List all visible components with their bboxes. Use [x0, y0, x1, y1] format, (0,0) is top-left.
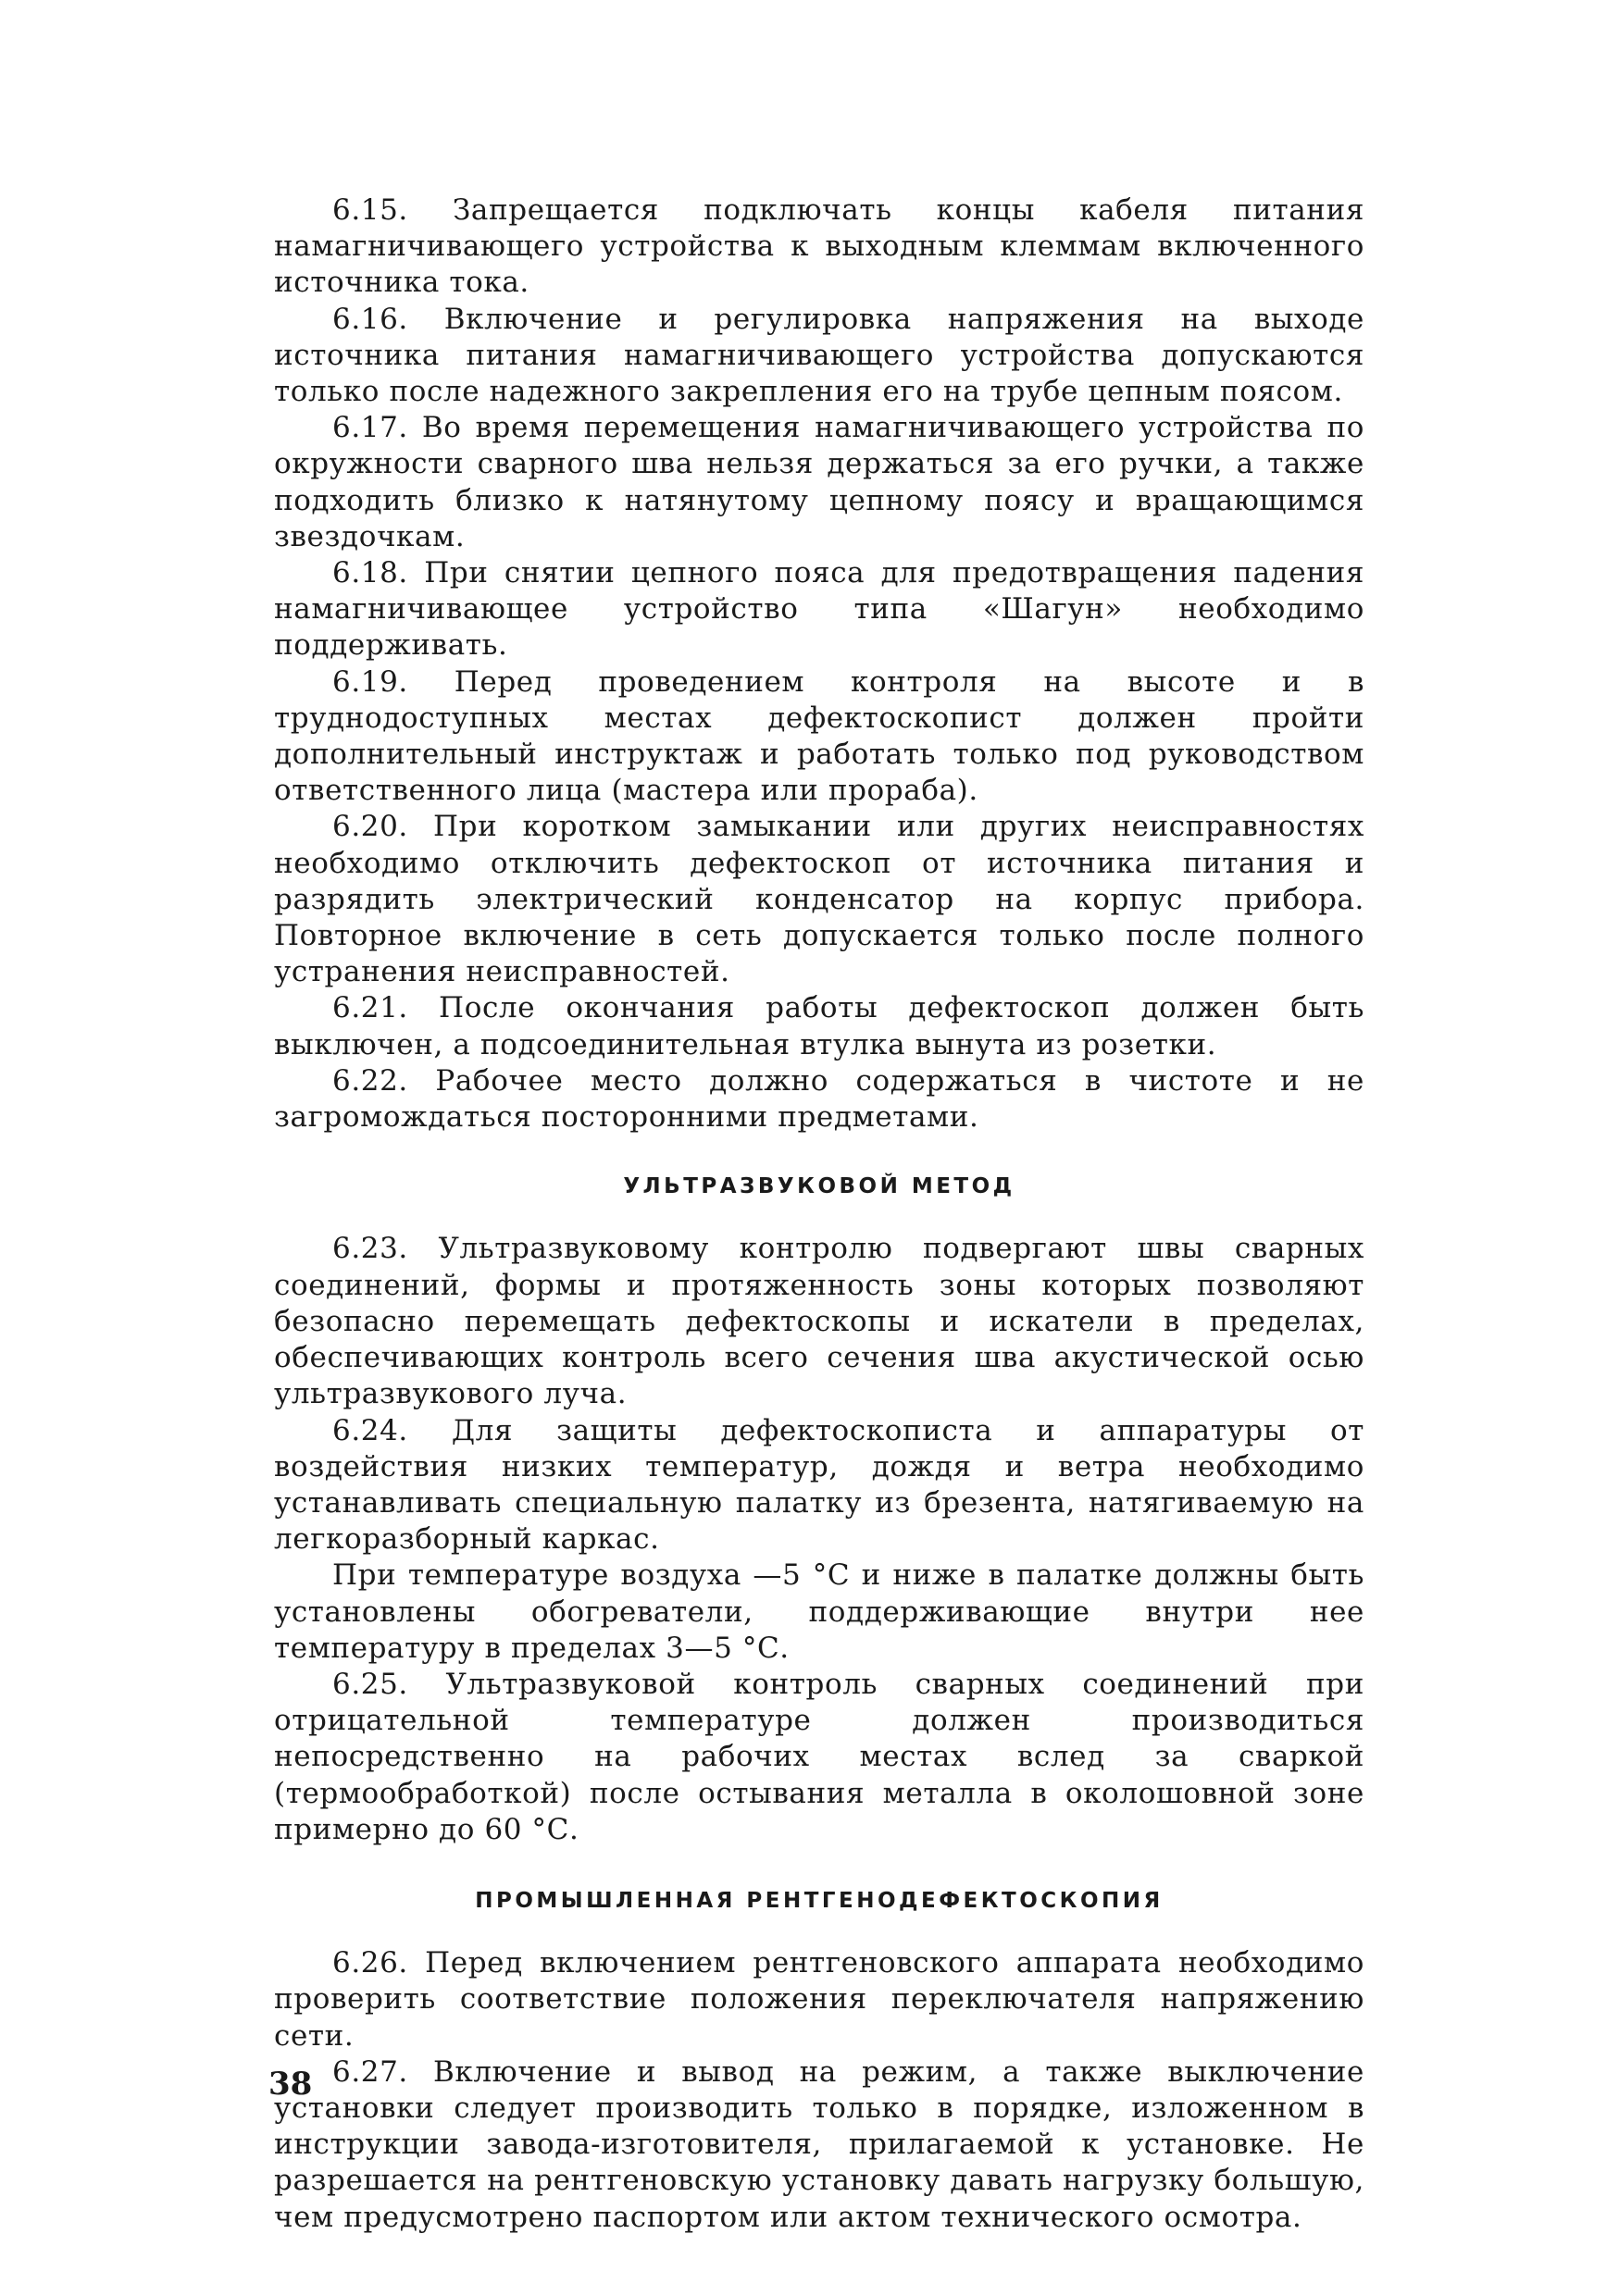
section-heading-xray: ПРОМЫШЛЕННАЯ РЕНТГЕНОДЕФЕКТОСКОПИЯ: [475, 1888, 1164, 1913]
paragraph-temperature-note: При температуре воздуха —5 °С и ниже в палатке должны быть установлены обогреватели, поддерживающие внутри нее температуру в пределах 3—5 °С.: [274, 1558, 1364, 1665]
section-heading-ultrasonic: УЛЬТРАЗВУКОВОЙ МЕТОД: [623, 1174, 1015, 1199]
paragraph-6-16: 6.16. Включение и регулировка напряжения на выходе источника питания намагничивающего устройства допускаются только после надежного закрепления его на трубе цепным поясом.: [274, 302, 1364, 409]
paragraph-6-27: 6.27. Включение и вывод на режим, а также выключение установки следует производить только в порядке, изложенном в инструкции завода-изготовителя, прилагаемой к установке. Не разрешается на рентгеновскую установку давать нагрузку большую, чем предусмотрено паспортом или актом технического осмотра.: [274, 2054, 1364, 2234]
paragraph-6-23: 6.23. Ультразвуковому контролю подвергают швы сварных соединений, формы и протяженность зоны которых позволяют безопасно перемещать дефектоскопы и искатели в пределах, обеспечивающих контроль всего сечения шва акустической осью ультразвукового луча.: [274, 1232, 1364, 1411]
page-body: [274, 192, 1364, 2236]
paragraph-6-17: 6.17. Во время перемещения намагничивающего устройства по окружности сварного шва нельзя держаться за его ручки, а также подходить близко к натянутому цепному поясу и вращающимся звездочкам.: [274, 411, 1364, 553]
paragraph-6-20: 6.20. При коротком замыкании или других неисправностях необходимо отключить дефектоскоп от источника питания и разрядить электрический конденсатор на корпус прибора. Повторное включение в сеть допускается только после полного устранения неисправностей.: [274, 810, 1364, 989]
paragraph-6-26: 6.26. Перед включением рентгеновского аппарата необходимо проверить соответствие положения переключателя напряжению сети.: [274, 1946, 1364, 2053]
page-number: 38: [268, 2066, 313, 2103]
paragraph-6-21: 6.21. После окончания работы дефектоскоп должен быть выключен, а подсоединительная втулка вынута из розетки.: [274, 991, 1364, 1061]
paragraph-6-19: 6.19. Перед проведением контроля на высоте и в труднодоступных местах дефектоскопист должен пройти дополнительный инструктаж и работать только под руководством ответственного лица (мастера или прораба).: [274, 664, 1364, 808]
paragraph-6-18: 6.18. При снятии цепного пояса для предотвращения падения намагничивающее устройство типа «Шагун» необходимо поддерживать.: [274, 556, 1364, 663]
paragraph-6-24: 6.24. Для защиты дефектоскописта и аппаратуры от воздействия низких температур, дождя и ветра необходимо устанавливать специальную палатку из брезента, натягиваемую на легкоразборный каркас.: [274, 1413, 1364, 1557]
paragraph-6-15: 6.15. Запрещается подключать концы кабеля питания намагничивающего устройства к выходным клеммам включенного источника тока.: [274, 193, 1364, 300]
paragraph-6-25: 6.25. Ультразвуковой контроль сварных соединений при отрицательной температуре должен производиться непосредственно на рабочих местах вслед за сваркой (термообработкой) после остывания металла в околошовной зоне примерно до 60 °С.: [274, 1667, 1364, 1846]
paragraph-6-22: 6.22. Рабочее место должно содержаться в чистоте и не загромождаться посторонними предметами.: [274, 1063, 1364, 1135]
